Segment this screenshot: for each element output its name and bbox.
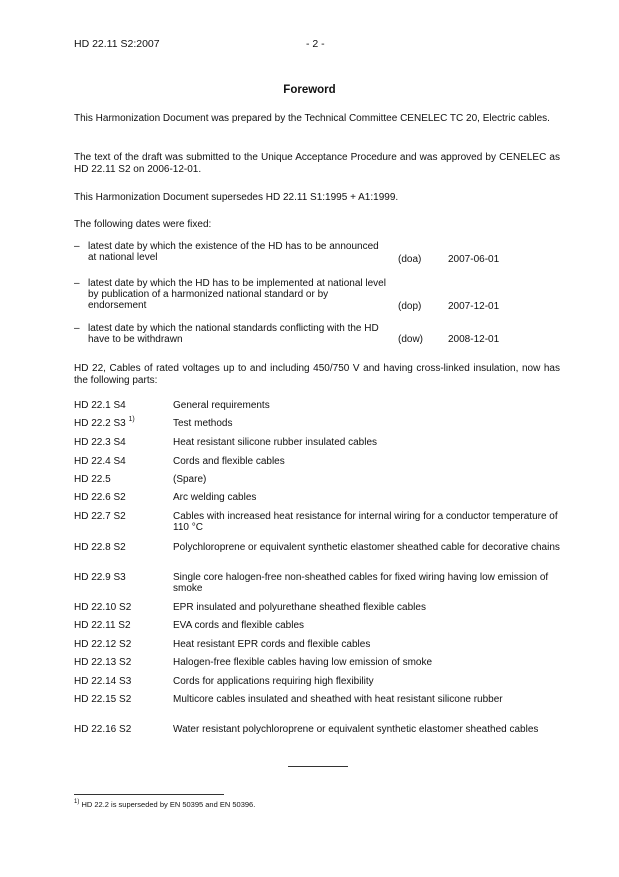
part-title: Single core halogen-free non-sheathed cables for fixed wiring having low emission of smoke	[173, 572, 549, 594]
date-item-date: 2007-06-01	[448, 254, 500, 265]
date-item-text: latest date by which the existence of the HD has to be announced at national level	[88, 241, 379, 263]
part-title: Water resistant polychloroprene or equivalent synthetic elastomer sheathed cables	[173, 724, 539, 735]
part-code: HD 22.2 S3 $^{1)}$	[74, 416, 135, 429]
part-title: (Spare)	[173, 474, 207, 485]
part-code: HD 22.11 S2	[74, 620, 131, 631]
part-code: HD 22.15 S2	[74, 694, 132, 705]
part-title: Multicore cables insulated and sheathed with heat resistant silicone rubber	[173, 694, 503, 705]
part-title: General requirements	[173, 400, 270, 411]
date-item-date: 2007-12-01	[448, 301, 500, 312]
date-item-text: latest date by which the HD has to be implemented at national level by publication of a harmonized national standard or by endorsement	[88, 278, 386, 311]
part-title: Arc welding cables	[173, 492, 257, 503]
part-title: Heat resistant silicone rubber insulated cables	[173, 437, 377, 448]
part-code: HD 22.1 S4	[74, 400, 126, 411]
date-item-code: (dop)	[398, 301, 422, 312]
part-code: HD 22.10 S2	[74, 602, 132, 613]
part-code: HD 22.16 S2	[74, 724, 132, 735]
footnote-separator	[74, 794, 224, 795]
part-code: HD 22.3 S4	[74, 437, 126, 448]
paragraph-approval: The text of the draft was submitted to the Unique Acceptance Procedure and was approved by CENELEC as HD 22.11 S2 on 2006-12-01.	[74, 152, 560, 175]
footnote	[74, 800, 255, 809]
list-dash: –	[74, 323, 80, 334]
footnote-text: HD 22.2 is superseded by EN 50395 and EN 50396.	[81, 800, 256, 809]
part-code: HD 22.7 S2	[74, 511, 126, 522]
part-title: EVA cords and flexible cables	[173, 620, 305, 631]
date-item-text: latest date by which the national standards conflicting with the HD have to be withdrawn	[88, 323, 379, 345]
part-code: HD 22.14 S3	[74, 676, 132, 687]
part-title: Polychloroprene or equivalent synthetic elastomer sheathed cable for decorative chains	[173, 542, 560, 553]
page-title: Foreword	[283, 84, 336, 96]
part-code: HD 22.5	[74, 474, 111, 485]
paragraph-supersedes: This Harmonization Document supersedes HD 22.11 S1:1995 + A1:1999.	[74, 192, 399, 203]
date-item-code: (doa)	[398, 254, 422, 265]
header-page-number: - 2 -	[306, 38, 325, 50]
footnote-mark: 1)	[74, 799, 80, 805]
paragraph-parts-intro: HD 22, Cables of rated voltages up to and including 450/750 V and having cross-linked insulation, now has the following parts:	[74, 363, 560, 386]
header-doc-id: HD 22.11 S2:2007	[74, 38, 160, 50]
end-rule	[288, 766, 348, 767]
list-dash: –	[74, 278, 80, 289]
paragraph-dates-intro: The following dates were fixed:	[74, 219, 212, 230]
part-code: HD 22.8 S2	[74, 542, 126, 553]
part-title: Halogen-free flexible cables having low emission of smoke	[173, 657, 433, 668]
part-title: Cords and flexible cables	[173, 456, 285, 467]
part-code: HD 22.13 S2	[74, 657, 132, 668]
part-title: Heat resistant EPR cords and flexible cables	[173, 639, 371, 650]
part-code: HD 22.12 S2	[74, 639, 132, 650]
part-title: Test methods	[173, 418, 233, 429]
part-code: HD 22.9 S3	[74, 572, 126, 583]
date-item-date: 2008-12-01	[448, 334, 500, 345]
paragraph-prepared-by: This Harmonization Document was prepared by the Technical Committee CENELEC TC 20, Electric cables.	[74, 113, 550, 124]
footnote-ref: 1)	[128, 416, 135, 423]
part-code: HD 22.4 S4	[74, 456, 126, 467]
part-title: Cables with increased heat resistance for internal wiring for a conductor temperature of 110 °C	[173, 511, 558, 533]
part-code: HD 22.6 S2	[74, 492, 126, 503]
date-item-code: (dow)	[398, 334, 424, 345]
part-title: Cords for applications requiring high flexibility	[173, 676, 374, 687]
list-dash: –	[74, 241, 80, 252]
part-title: EPR insulated and polyurethane sheathed flexible cables	[173, 602, 426, 613]
